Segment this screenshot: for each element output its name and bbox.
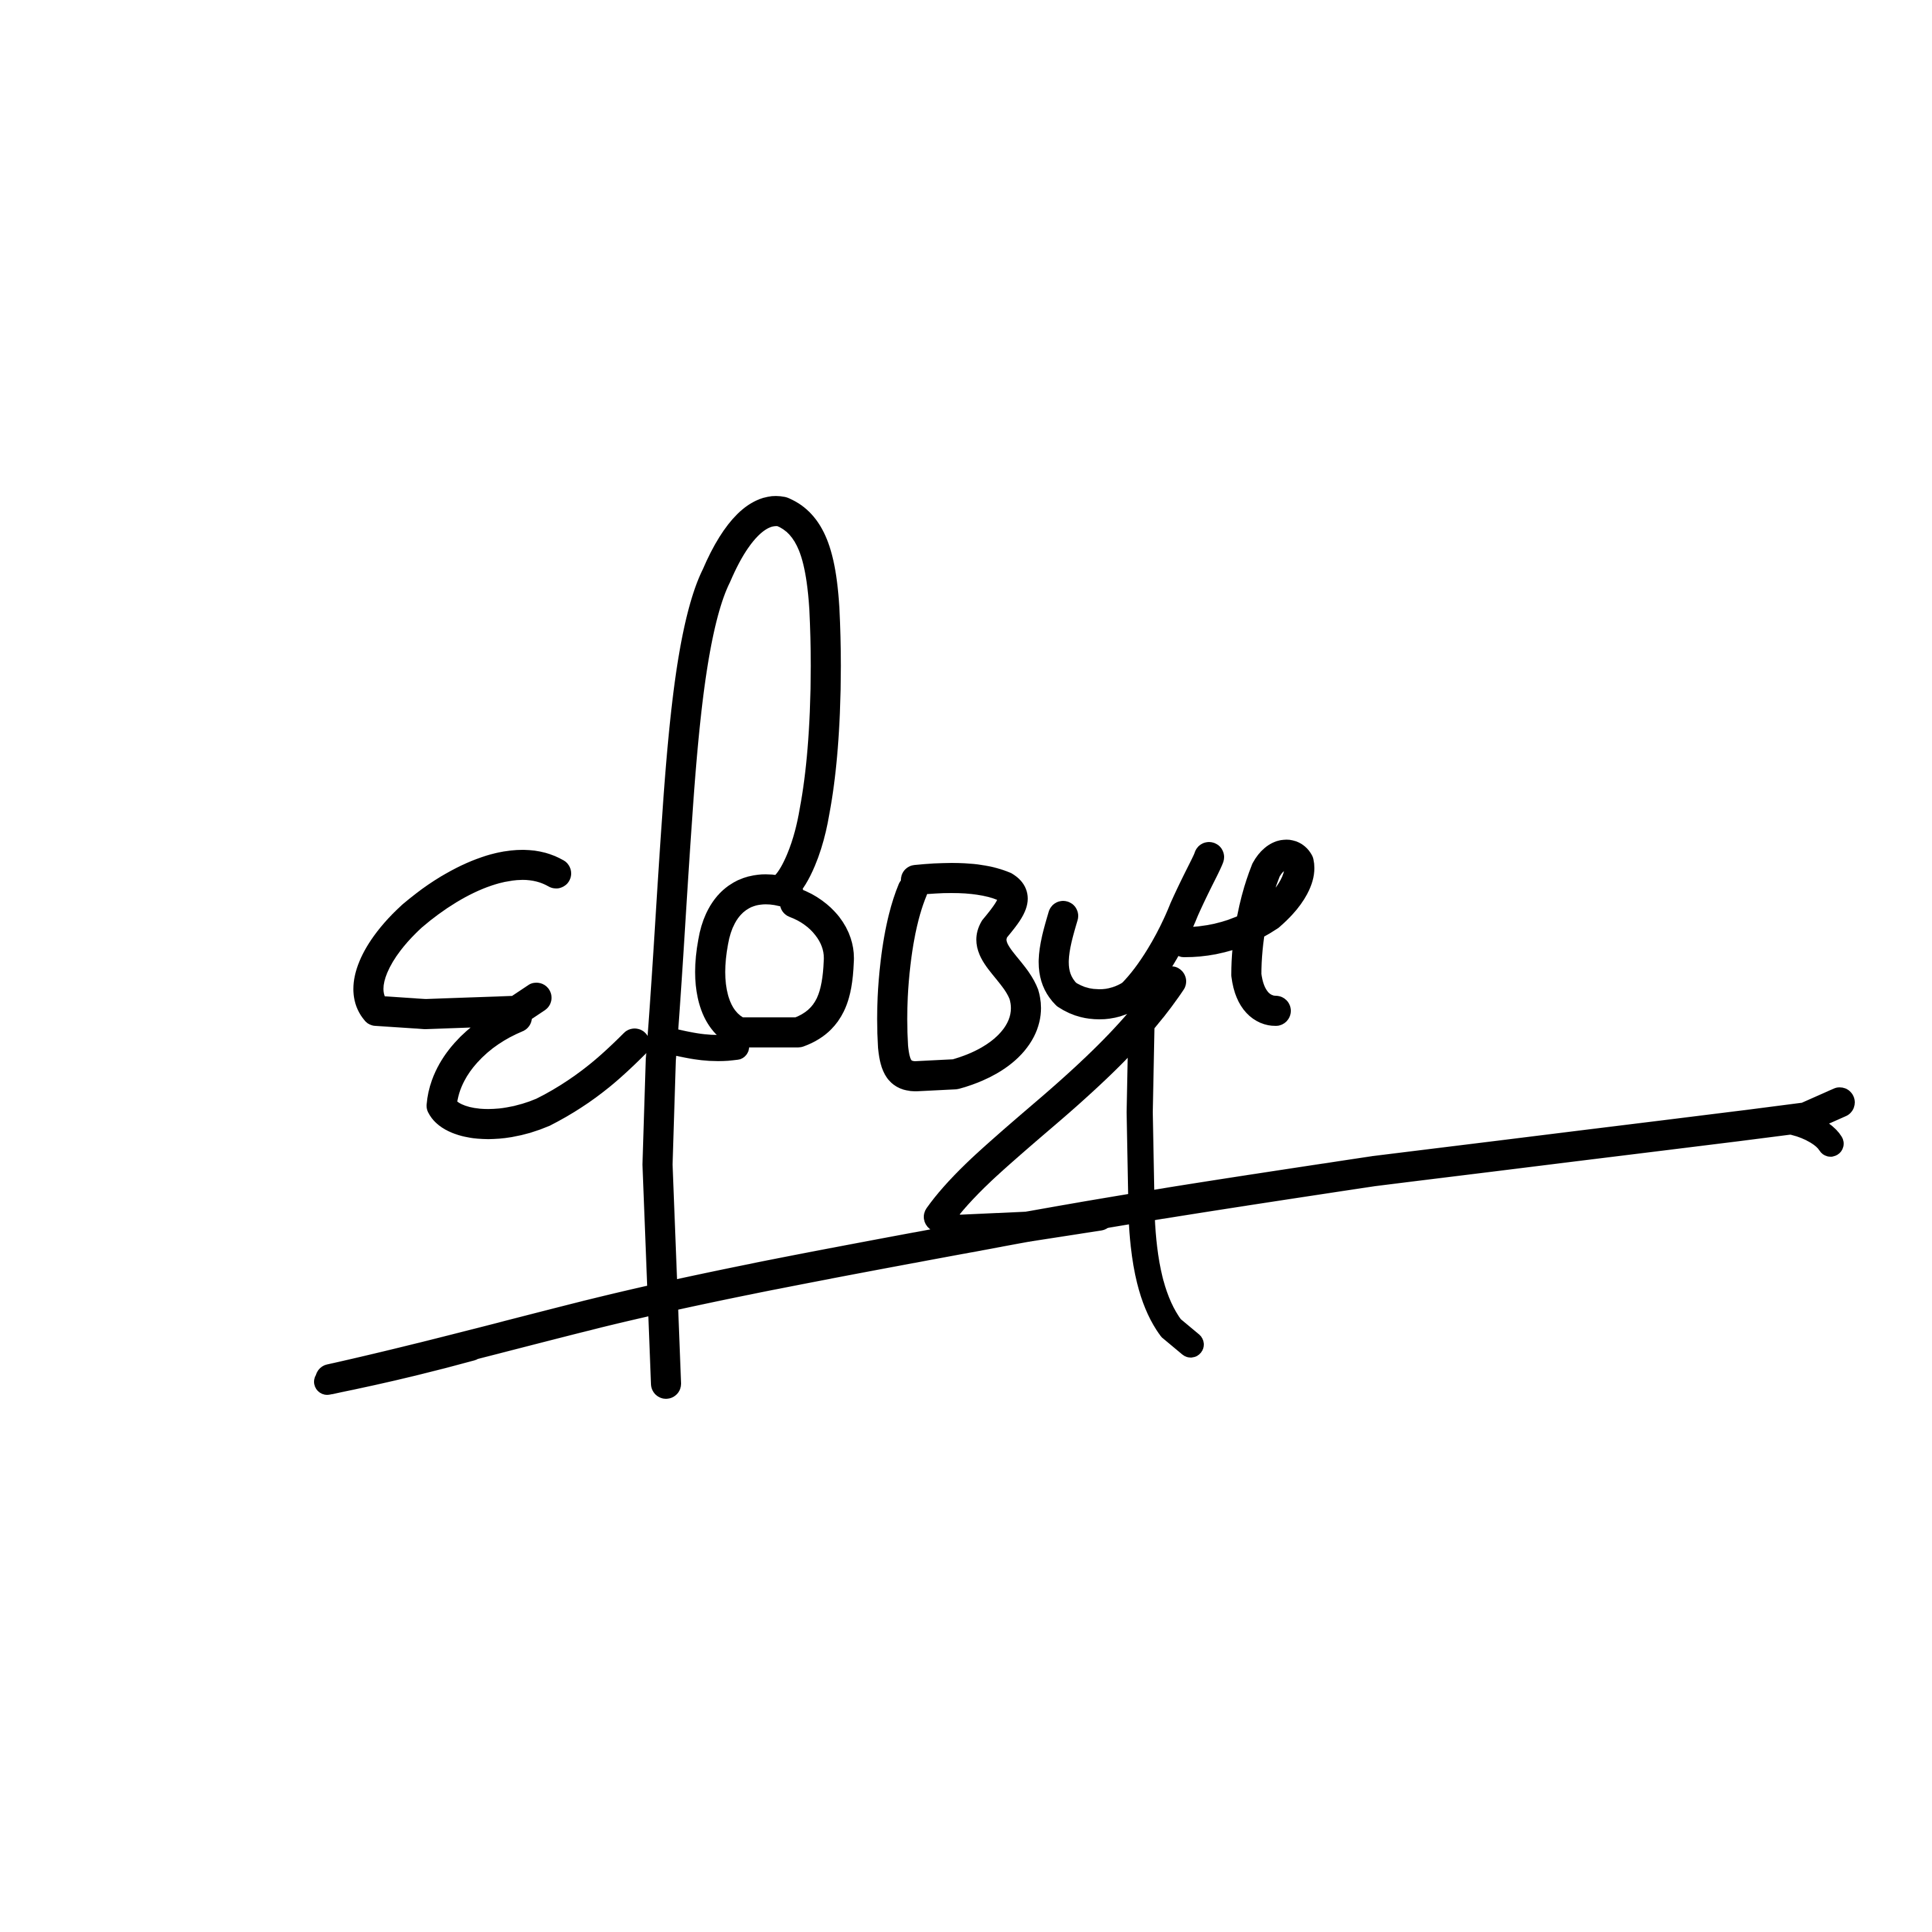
signature-lead-in xyxy=(327,1348,471,1382)
signature-underline-stroke xyxy=(330,1102,1840,1379)
signature xyxy=(327,511,1840,1384)
signature-underline-tip xyxy=(1794,1122,1831,1144)
signature-letter-e xyxy=(368,865,635,1124)
signature-letter-b-join xyxy=(667,1040,736,1048)
signature-letter-y xyxy=(939,857,1209,1230)
signature-letter-y-crossbar xyxy=(1140,1013,1191,1344)
signature-letter-o xyxy=(892,878,1026,1076)
signature-letter-b-bowl xyxy=(711,889,839,1032)
signature-letter-b-stem xyxy=(658,511,826,1384)
